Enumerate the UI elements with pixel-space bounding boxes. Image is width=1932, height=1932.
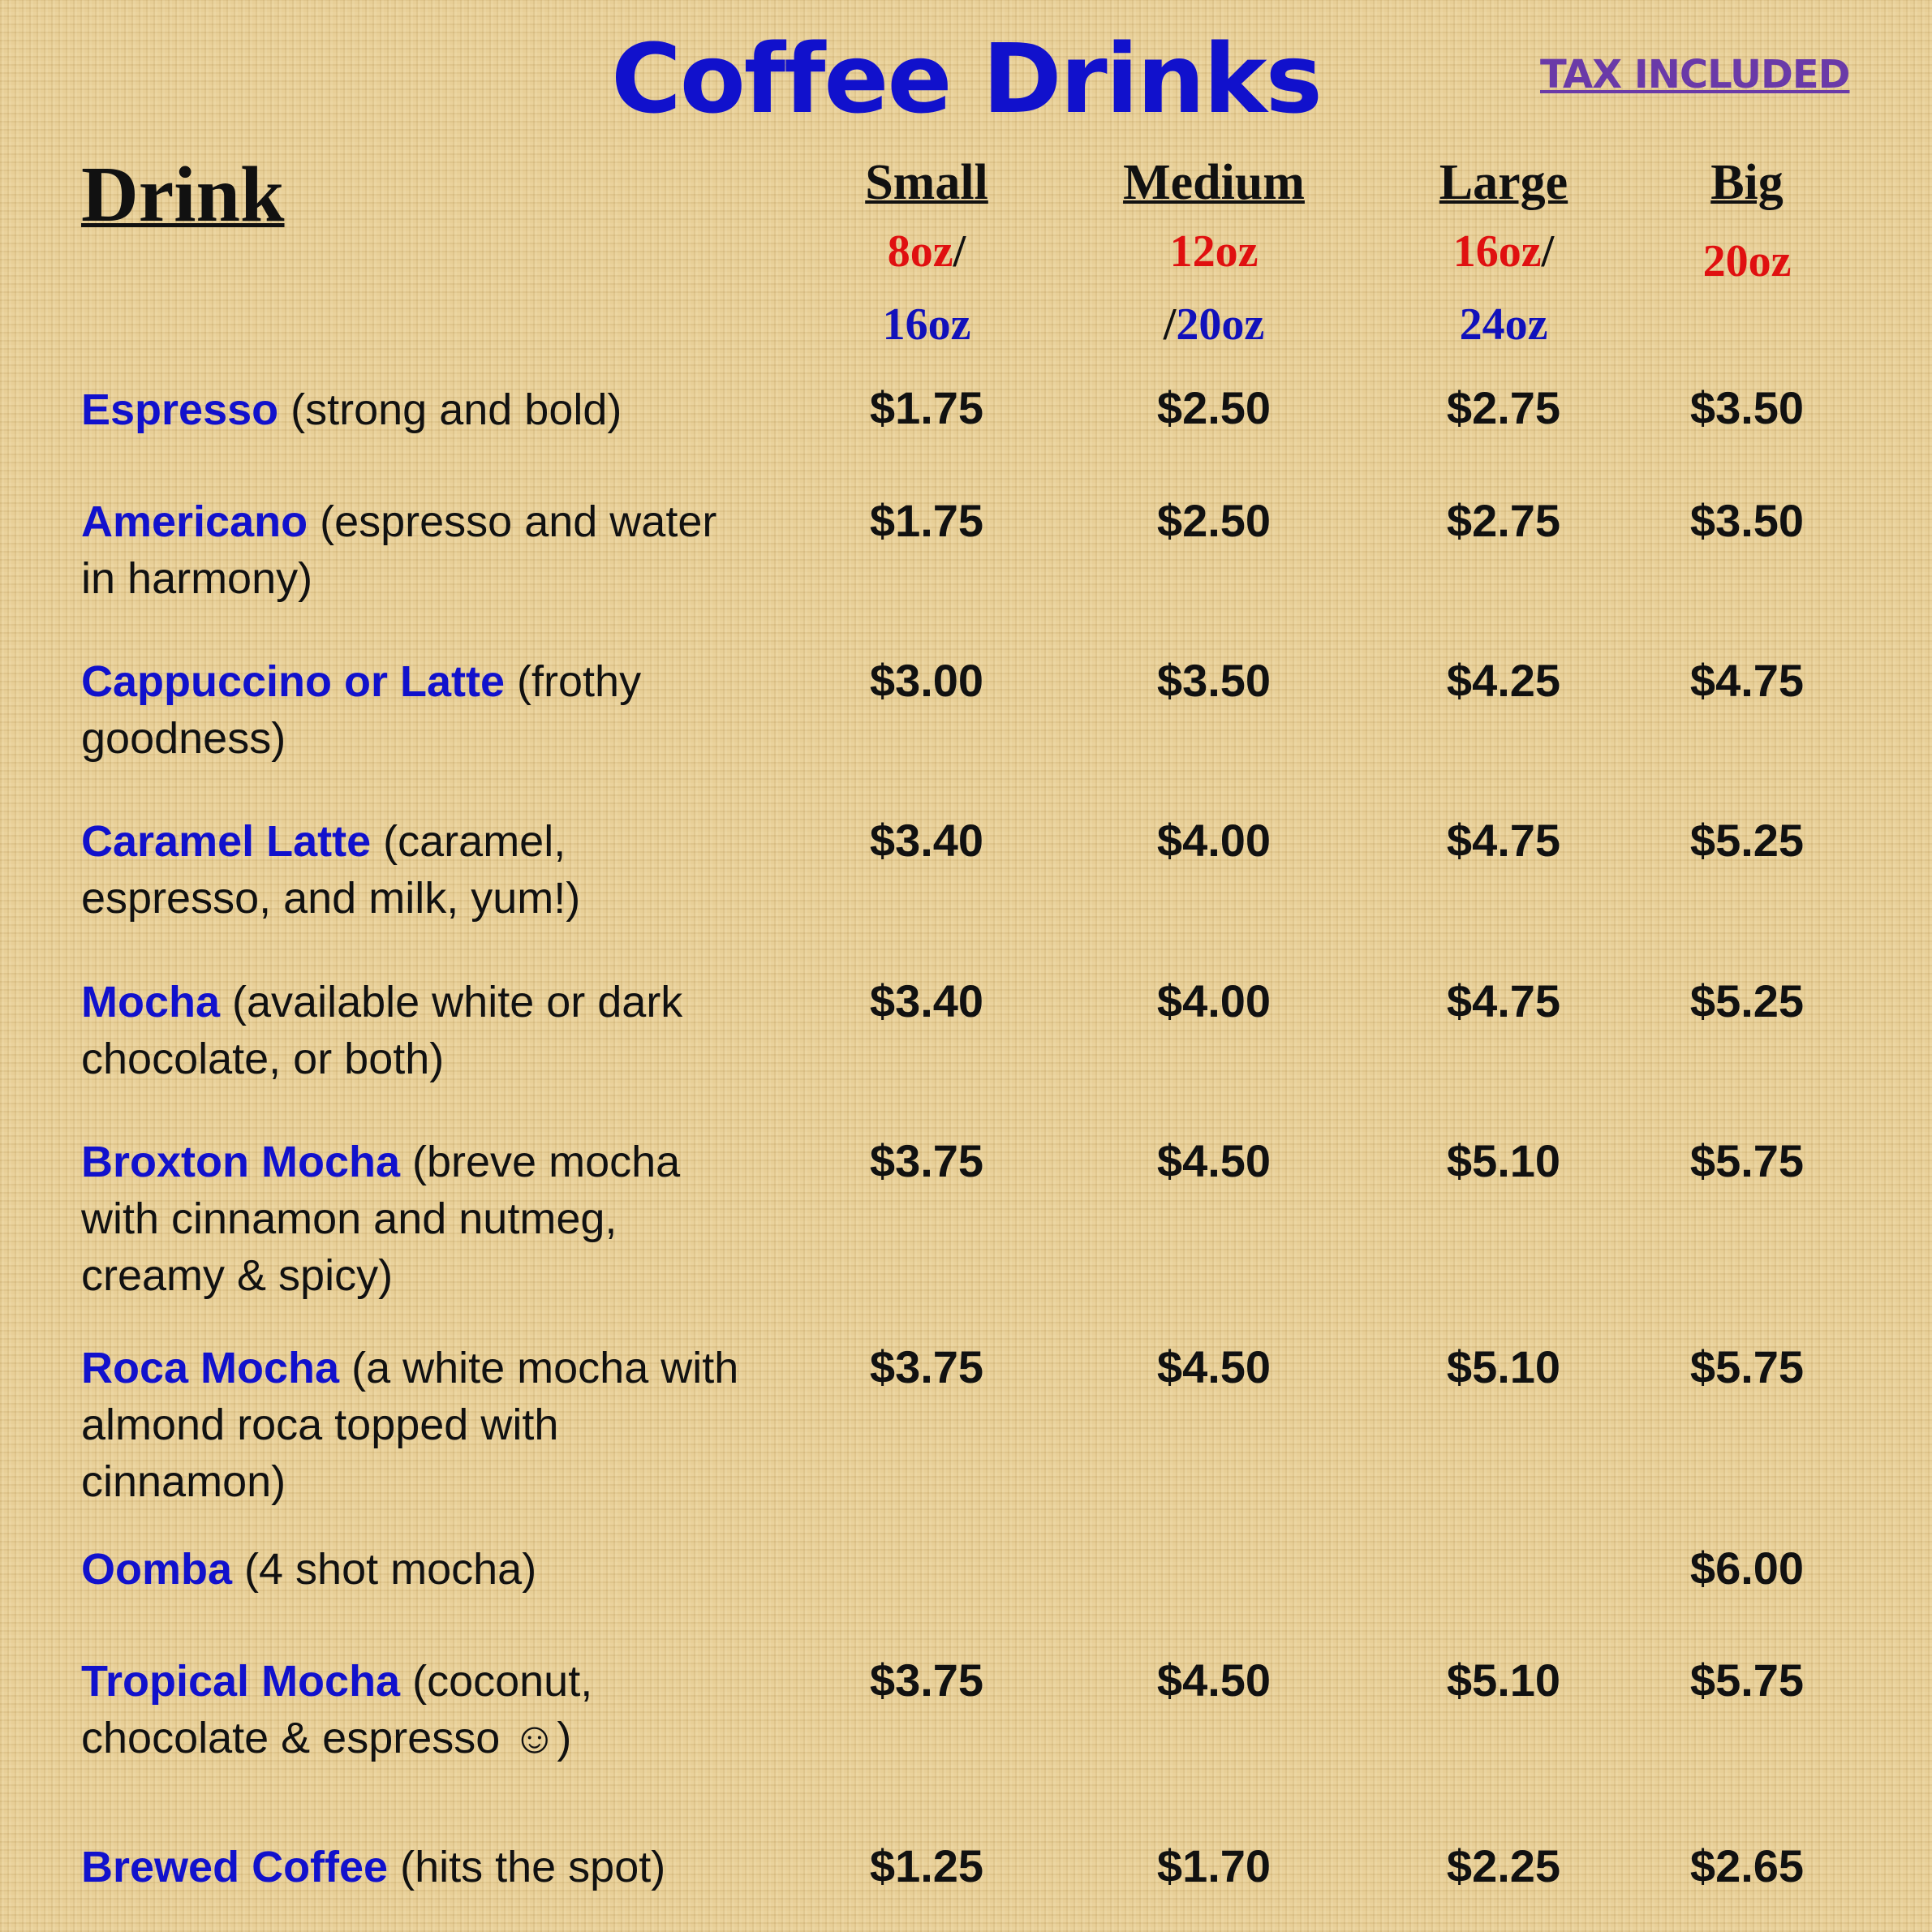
price-big: $5.75 (1689, 1135, 1805, 1186)
drink-row-mocha (81, 974, 763, 1087)
drink-description: (breve mocha with cinnamon and nutmeg, creamy & spicy) (81, 1138, 681, 1300)
size-oz-secondary: 16oz (882, 299, 971, 350)
price-big: $5.25 (1689, 815, 1805, 866)
drink-name: Roca Mocha (81, 1344, 340, 1392)
price-big: $5.75 (1689, 1341, 1805, 1392)
price-medium: $4.50 (1156, 1135, 1272, 1186)
size-oz-primary: 8oz (887, 226, 953, 277)
drink-name: Oomba (81, 1545, 233, 1594)
price-medium: $4.00 (1156, 975, 1272, 1026)
price-big: $2.65 (1689, 1840, 1805, 1891)
price-medium: $4.50 (1156, 1654, 1272, 1706)
size-oz-primary: 20oz (1702, 236, 1792, 286)
drink-name: Cappuccino or Latte (81, 657, 506, 706)
drink-name: Americano (81, 497, 308, 546)
drink-description: (hits the spot) (388, 1843, 666, 1891)
price-medium: $1.70 (1156, 1840, 1272, 1891)
price-medium: $3.50 (1156, 655, 1272, 706)
size-oz-primary: 16oz (1452, 226, 1542, 277)
drink-description: (available white or dark chocolate, or both) (81, 978, 683, 1083)
drink-row-espresso (81, 381, 763, 438)
drink-description: (strong and bold) (278, 385, 622, 434)
price-large: $5.10 (1446, 1654, 1561, 1706)
price-medium: $4.50 (1156, 1341, 1272, 1392)
price-small: $1.75 (869, 382, 984, 433)
drink-name: Mocha (81, 978, 221, 1026)
drink-name: Broxton Mocha (81, 1138, 401, 1186)
size-header-small (805, 150, 1048, 361)
price-big: $5.25 (1689, 975, 1805, 1026)
price-big: $5.75 (1689, 1654, 1805, 1706)
size-name: Small (865, 155, 988, 210)
price-small: $3.40 (869, 815, 984, 866)
size-header-large (1382, 150, 1625, 361)
drink-description: (4 shot mocha) (232, 1545, 537, 1594)
size-oz-primary: 12oz (1169, 226, 1259, 277)
price-big: $3.50 (1689, 495, 1805, 546)
price-large: $2.25 (1446, 1840, 1561, 1891)
price-big: $4.75 (1689, 655, 1805, 706)
drink-row-caramel-latte (81, 813, 763, 927)
drink-row-tropical-mocha (81, 1653, 763, 1766)
size-header-big (1625, 150, 1869, 298)
price-small: $3.00 (869, 655, 984, 706)
price-medium: $4.00 (1156, 815, 1272, 866)
drink-name: Tropical Mocha (81, 1657, 401, 1706)
size-name: Medium (1123, 155, 1305, 210)
size-separator: / (1163, 299, 1177, 350)
price-large: $5.10 (1446, 1341, 1561, 1392)
price-medium: $2.50 (1156, 495, 1272, 546)
drink-column-header: Drink (81, 151, 285, 239)
price-big: $3.50 (1689, 382, 1805, 433)
drink-row-roca-mocha (81, 1340, 763, 1510)
price-large: $5.10 (1446, 1135, 1561, 1186)
drink-row-cappuccino-latte (81, 653, 763, 767)
drink-row-oomba (81, 1541, 763, 1598)
drink-description: (a white mocha with almond roca topped with cinnamon) (81, 1344, 739, 1506)
price-large: $2.75 (1446, 382, 1561, 433)
price-large: $2.75 (1446, 495, 1561, 546)
drink-row-americano (81, 493, 763, 607)
size-separator: / (953, 226, 966, 277)
price-medium: $2.50 (1156, 382, 1272, 433)
size-oz-secondary: 24oz (1459, 299, 1548, 350)
price-small: $1.75 (869, 495, 984, 546)
tax-included-note: TAX INCLUDED (1540, 52, 1850, 97)
drink-description: (coconut, chocolate & espresso ☺) (81, 1657, 593, 1762)
drink-name: Espresso (81, 385, 279, 434)
drink-row-brewed-coffee (81, 1839, 763, 1895)
price-large: $4.75 (1446, 815, 1561, 866)
price-large: $4.25 (1446, 655, 1561, 706)
size-oz-secondary: 20oz (1176, 299, 1265, 350)
drink-description: (espresso and water in harmony) (81, 497, 717, 603)
size-separator: / (1541, 226, 1555, 277)
price-small: $3.75 (869, 1341, 984, 1392)
size-name: Large (1439, 155, 1568, 210)
price-big: $6.00 (1689, 1543, 1805, 1594)
drink-description: (frothy goodness) (81, 657, 642, 763)
price-small: $3.75 (869, 1654, 984, 1706)
price-small: $3.40 (869, 975, 984, 1026)
price-small: $3.75 (869, 1135, 984, 1186)
drink-name: Brewed Coffee (81, 1843, 389, 1891)
price-small: $1.25 (869, 1840, 984, 1891)
drink-description: (caramel, espresso, and milk, yum!) (81, 817, 581, 923)
page-title: Coffee Drinks (611, 23, 1321, 135)
drink-row-broxton-mocha (81, 1134, 763, 1304)
size-name: Big (1710, 155, 1784, 210)
size-header-medium (1092, 150, 1336, 361)
price-large: $4.75 (1446, 975, 1561, 1026)
drink-name: Caramel Latte (81, 817, 372, 866)
